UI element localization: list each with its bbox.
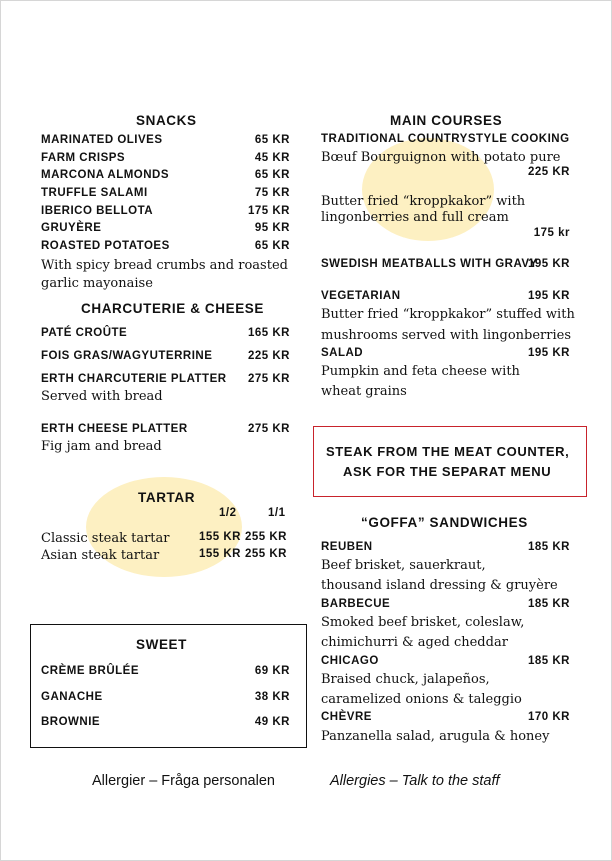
sandwich-name: CHÈVRE xyxy=(321,711,372,723)
sandwich-desc: Braised chuck, jalapeños, xyxy=(321,672,490,687)
sandwich-desc: chimichurri & aged cheddar xyxy=(321,635,508,650)
sandwich-name: REUBEN xyxy=(321,541,373,553)
snacks-note: garlic mayonaise xyxy=(41,276,153,291)
tartar-item-name: Classic steak tartar xyxy=(41,531,170,546)
sandwich-desc: Smoked beef brisket, coleslaw, xyxy=(321,615,525,630)
sweet-item-name: BROWNIE xyxy=(41,716,101,728)
sweet-title: SWEET xyxy=(136,637,188,652)
snack-item-price: 65 KR xyxy=(254,134,290,146)
snack-item-price: 175 KR xyxy=(248,205,290,217)
steak-notice-box xyxy=(313,426,587,497)
snack-item-price: 75 KR xyxy=(254,187,290,199)
sandwich-name: BARBECUE xyxy=(321,598,391,610)
snacks-note: With spicy bread crumbs and roasted xyxy=(41,258,288,273)
charcuterie-item-price: 165 KR xyxy=(248,327,290,339)
boeuf-desc: Bœuf Bourguignon with potato pure xyxy=(321,150,561,165)
sandwich-price: 185 KR xyxy=(528,541,570,553)
charcuterie-item-desc: Fig jam and bread xyxy=(41,439,162,454)
traditional-title: TRADITIONAL COUNTRYSTYLE COOKING xyxy=(321,133,570,145)
charcuterie-item-desc: Served with bread xyxy=(41,389,163,404)
tartar-item-half: 155 KR xyxy=(199,531,241,543)
snack-item-name: MARCONA ALMONDS xyxy=(41,169,170,181)
salad-price: 195 KR xyxy=(528,347,570,359)
tartar-title: TARTAR xyxy=(138,490,196,505)
charcuterie-item-price: 275 KR xyxy=(248,423,290,435)
charcuterie-item-name: ERTH CHEESE PLATTER xyxy=(41,423,188,435)
tartar-col-half: 1/2 xyxy=(219,507,237,519)
kroppkakor-desc: Butter fried “kroppkakor” with xyxy=(321,194,526,209)
charcuterie-item-name: FOIS GRAS/WAGYUTERRINE xyxy=(41,350,213,362)
sandwich-desc: Panzanella salad, arugula & honey xyxy=(321,729,550,744)
tartar-item-full: 255 KR xyxy=(245,531,287,543)
salad-desc: Pumpkin and feta cheese with xyxy=(321,364,520,379)
charcuterie-item-name: PATÉ CROÛTE xyxy=(41,327,128,339)
sandwiches-title: “GOFFA” SANDWICHES xyxy=(361,515,528,530)
sandwich-desc: thousand island dressing & gruyère xyxy=(321,578,558,593)
allergy-note-english: Allergies – Talk to the staff xyxy=(330,773,500,789)
sweet-item-price: 69 KR xyxy=(254,665,290,677)
main-courses-title: MAIN COURSES xyxy=(390,113,503,128)
sandwich-price: 185 KR xyxy=(528,598,570,610)
snack-item-price: 45 KR xyxy=(254,152,290,164)
tartar-item-full: 255 KR xyxy=(245,548,287,560)
tartar-item-name: Asian steak tartar xyxy=(41,548,160,563)
charcuterie-item-name: ERTH CHARCUTERIE PLATTER xyxy=(41,373,227,385)
snack-item-name: FARM CRISPS xyxy=(41,152,126,164)
allergy-note-swedish: Allergier – Fråga personalen xyxy=(92,773,275,789)
sandwich-desc: Beef brisket, sauerkraut, xyxy=(321,558,486,573)
charcuterie-item-price: 225 KR xyxy=(248,350,290,362)
snack-item-name: TRUFFLE SALAMI xyxy=(41,187,148,199)
steak-notice-line: ASK FOR THE SEPARAT MENU xyxy=(343,464,552,479)
snack-item-price: 65 KR xyxy=(254,240,290,252)
snack-item-name: IBERICO BELLOTA xyxy=(41,205,154,217)
charcuterie-item-price: 275 KR xyxy=(248,373,290,385)
snack-item-price: 65 KR xyxy=(254,169,290,181)
sweet-item-name: CRÈME BRÛLÉE xyxy=(41,665,140,677)
vegetarian-name: VEGETARIAN xyxy=(321,290,401,302)
vegetarian-desc: Butter fried “kroppkakor” stuffed with xyxy=(321,307,575,322)
kroppkakor-desc: lingonberries and full cream xyxy=(321,210,509,225)
vegetarian-price: 195 KR xyxy=(528,290,570,302)
snack-item-name: GRUYÈRE xyxy=(41,222,102,234)
steak-notice-line: STEAK FROM THE MEAT COUNTER, xyxy=(326,444,570,459)
sweet-item-price: 38 KR xyxy=(254,691,290,703)
sandwich-price: 170 KR xyxy=(528,711,570,723)
sandwich-name: CHICAGO xyxy=(321,655,379,667)
salad-name: SALAD xyxy=(321,347,364,359)
snack-item-price: 95 KR xyxy=(254,222,290,234)
sweet-item-price: 49 KR xyxy=(254,716,290,728)
snacks-title: SNACKS xyxy=(136,113,197,128)
tartar-item-half: 155 KR xyxy=(199,548,241,560)
sandwich-price: 185 KR xyxy=(528,655,570,667)
kroppkakor-price: 175 kr xyxy=(533,227,570,239)
snack-item-name: MARINATED OLIVES xyxy=(41,134,163,146)
sweet-item-name: GANACHE xyxy=(41,691,103,703)
charcuterie-title: CHARCUTERIE & CHEESE xyxy=(81,301,265,316)
salad-desc: wheat grains xyxy=(321,384,407,399)
sandwich-desc: caramelized onions & taleggio xyxy=(321,692,522,707)
meatballs-price: 195 KR xyxy=(528,258,570,270)
vegetarian-desc: mushrooms served with lingonberries xyxy=(321,328,572,343)
boeuf-price: 225 KR xyxy=(528,166,570,178)
meatballs-name: SWEDISH MEATBALLS WITH GRAVY xyxy=(321,258,538,270)
snack-item-name: ROASTED POTATOES xyxy=(41,240,170,252)
tartar-col-full: 1/1 xyxy=(268,507,286,519)
